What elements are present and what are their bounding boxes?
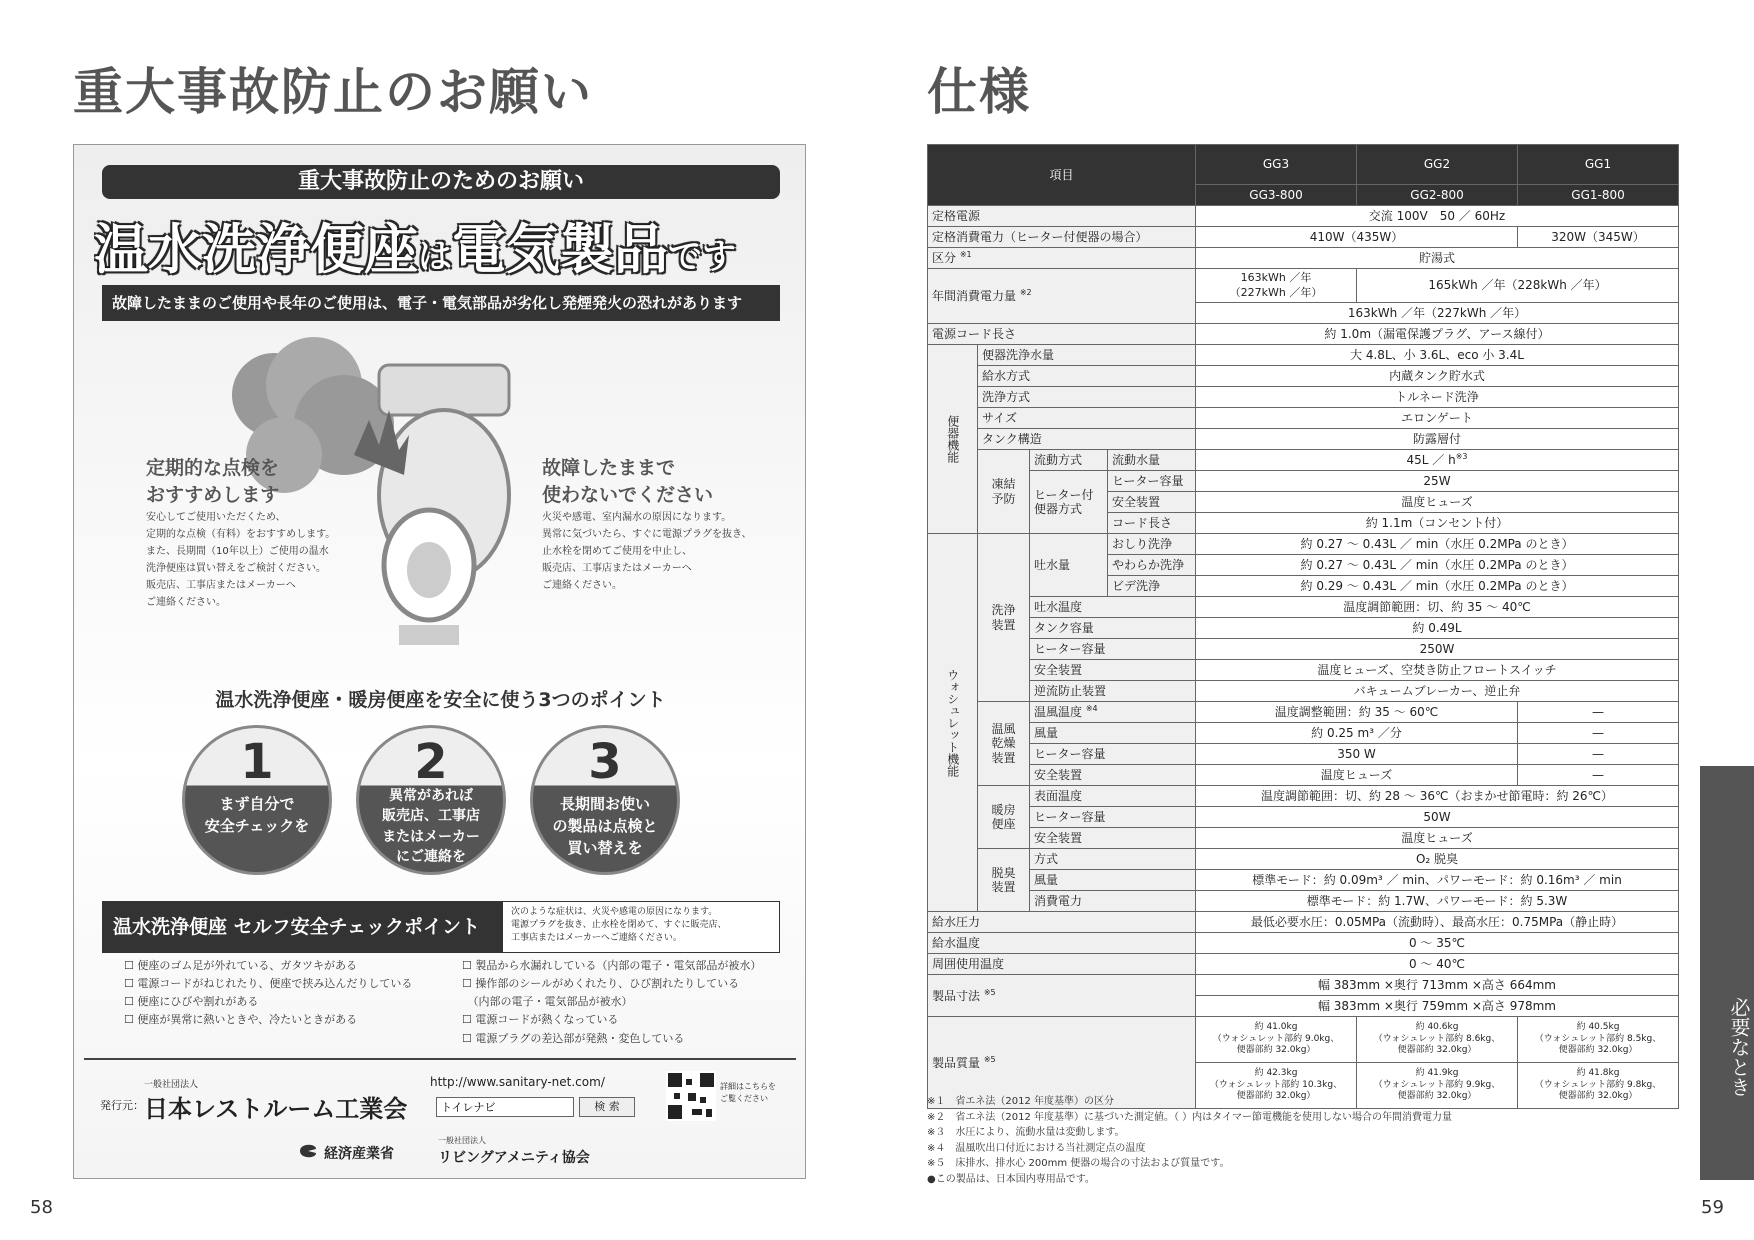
row-value: 標準モード：約 1.7W、パワーモード：約 5.3W: [1196, 891, 1679, 912]
row-label: ヒーター容量: [1108, 471, 1196, 492]
model-gg2-800: GG2-800: [1357, 185, 1518, 206]
table-header-row: [928, 145, 1679, 185]
row-value: 温度調節範囲：切、約 28 〜 36℃（おまかせ節電時：約 26℃）: [1196, 786, 1679, 807]
row-label: 風量: [1030, 870, 1196, 891]
row-label-text: 年間消費電力量: [932, 289, 1017, 304]
row-label: 風量: [1030, 723, 1196, 744]
row-value: 最低必要水圧：0.05MPa（流動時）、最高水圧：0.75MPa（静止時）: [1196, 912, 1679, 933]
table-row: [928, 387, 1679, 408]
row-label: 周囲使用温度: [928, 954, 1196, 975]
model-gg1-800: GG1-800: [1518, 185, 1679, 206]
row-value: 約 1.1m（コンセント付）: [1196, 513, 1679, 534]
row-value: 約 0.27 〜 0.43L ／ min（水圧 0.2MPa のとき）: [1196, 555, 1679, 576]
table-row: [928, 597, 1679, 618]
row-value: 内蔵タンク貯水式: [1196, 366, 1679, 387]
row-label-text: 製品質量: [932, 1055, 981, 1070]
row-value: 約 0.25 m³ ／分: [1196, 723, 1518, 744]
row-value: 貯湯式: [1196, 248, 1679, 269]
row-value-gg1: —: [1518, 723, 1679, 744]
issuer-label: 発行元：: [100, 1099, 144, 1112]
point-circle-3: [530, 725, 680, 875]
row-value-gg1: —: [1518, 765, 1679, 786]
table-row: [928, 324, 1679, 345]
row-label-text: 区分: [932, 251, 957, 266]
row-value: 約 0.27 〜 0.43L ／ min（水圧 0.2MPa のとき）: [1196, 534, 1679, 555]
table-row: [928, 702, 1679, 723]
group-label-deodorize: 脱臭 装置: [978, 849, 1030, 912]
row-label: 洗浄方式: [978, 387, 1196, 408]
model-gg3: GG3: [1196, 145, 1357, 185]
point-text: 長期間お使い の製品は点検と 買い替えを: [552, 795, 658, 857]
row-label: 流動水量: [1108, 450, 1196, 471]
row-value: 410W（435W）: [1196, 227, 1518, 248]
check-item: ☐ 電源プラグの差込部が発熱・変色している: [462, 1031, 685, 1045]
headline-part-c: 電気製品: [452, 218, 668, 281]
poster-footer: [84, 1058, 796, 1060]
table-row: [928, 933, 1679, 954]
row-value: 165kWh ／年（228kWh ／年）: [1357, 269, 1679, 303]
footnote-mark: ※5: [983, 987, 996, 997]
row-value: バキュームブレーカー、逆止弁: [1196, 681, 1679, 702]
row-label: 方式: [1030, 849, 1196, 870]
row-label-text: 温風温度: [1034, 705, 1083, 720]
warning-bar: 故障したままのご使用や長年のご使用は、電子・電気部品が劣化し発煙発火の恐れがあります: [102, 285, 780, 321]
table-row: [928, 954, 1679, 975]
page-title-right: 仕様: [927, 63, 1031, 121]
row-value: 幅 383mm ×奥行 759mm ×高さ 978mm: [1196, 996, 1679, 1017]
check-item: ☐ 電源コードが熱くなっている: [462, 1013, 619, 1027]
row-label: ビデ洗浄: [1108, 576, 1196, 597]
footnote: ※５ 床排水、排水心 200mm 便器の場合の寸法および質量です。: [927, 1158, 1230, 1169]
check-item: ☐ 操作部のシールがめくれたり、ひび割れたりしている: [462, 977, 740, 991]
check-note: 次のような症状は、火災や感電の原因になります。 電源プラグを抜き、止水栓を閉めて、すぐに販売店、 工事店またはメーカーへご連絡ください。: [511, 907, 727, 944]
footnotes: [927, 1094, 1452, 1187]
row-label: 給水温度: [928, 933, 1196, 954]
safety-poster: [73, 144, 806, 1179]
row-label: ヒーター付 便器方式: [1030, 471, 1108, 534]
table-row: [928, 786, 1679, 807]
check-item: ☐ 便座が異常に熱いときや、冷たいときがある: [124, 1013, 358, 1027]
check-item: （内部の電子・電気部品が被水）: [462, 995, 633, 1009]
row-label: 定格消費電力（ヒーター付便器の場合）: [928, 227, 1196, 248]
points-title: 温水洗浄便座・暖房便座を安全に使う3つのポイント: [215, 689, 666, 711]
row-value: 温度ヒューズ: [1196, 492, 1679, 513]
check-title: 温水洗浄便座 セルフ安全チェックポイント: [103, 902, 503, 952]
row-value: 温度ヒューズ: [1196, 828, 1679, 849]
table-row: [928, 744, 1679, 765]
point-text: 異常があれば 販売店、工事店 またはメーカー にご連絡を: [382, 788, 480, 865]
check-list-right: [462, 957, 761, 1048]
model-gg3-800: GG3-800: [1196, 185, 1357, 206]
section-tab: 必要なとき: [1700, 766, 1754, 1180]
search-button[interactable]: 検 索: [579, 1097, 635, 1117]
row-label: 吐水量: [1030, 534, 1108, 597]
row-value: 標準モード：約 0.09m³ ／ min、パワーモード：約 0.16m³ ／ min: [1196, 870, 1679, 891]
row-label: [928, 248, 1196, 269]
row-value: 25W: [1196, 471, 1679, 492]
meti-name: 経済産業省: [324, 1146, 394, 1162]
row-label: 給水方式: [978, 366, 1196, 387]
table-row: [928, 681, 1679, 702]
table-row: [928, 471, 1679, 492]
headline-part-b: は: [418, 237, 452, 277]
row-value-text: 45L ／ h: [1406, 453, 1456, 468]
living-small: 一般社団法人: [438, 1136, 486, 1145]
row-value-gg1: —: [1518, 744, 1679, 765]
row-value: 大 4.8L、小 3.6L、eco 小 3.4L: [1196, 345, 1679, 366]
toilet-tank: [379, 365, 509, 415]
point-text: まず自分で 安全チェックを: [204, 795, 310, 835]
row-value: トルネード洗浄: [1196, 387, 1679, 408]
left-heading: 定期的な点検を おすすめします: [146, 457, 280, 506]
page-number-right: 59: [1701, 1197, 1724, 1218]
issuer-name: 日本レストルーム工業会: [144, 1095, 408, 1123]
mass-gg1-800: 約 41.8kg （ウォシュレット部約 9.8kg、 便器部約 32.0kg）: [1518, 1063, 1679, 1109]
qr-code-icon[interactable]: [666, 1071, 716, 1121]
check-item: ☐ 便座にひびや割れがある: [124, 995, 259, 1009]
header-item: 項目: [928, 145, 1196, 206]
row-value: 0 〜 35℃: [1196, 933, 1679, 954]
table-row: [928, 870, 1679, 891]
mass-gg2-800: 約 41.9kg （ウォシュレット部約 9.9kg、 便器部約 32.0kg）: [1357, 1063, 1518, 1109]
table-row: [928, 227, 1679, 248]
row-label: おしり洗浄: [1108, 534, 1196, 555]
meti-logo-icon: [296, 1139, 320, 1163]
toilet-bowl: [407, 542, 451, 598]
table-row: [928, 765, 1679, 786]
page-title-left: 重大事故防止のお願い: [73, 63, 593, 121]
group-label-washlet: ウォシュレット機能: [928, 534, 978, 912]
point-circle-1: [182, 725, 332, 875]
row-value: [1196, 450, 1679, 471]
mass-gg1: 約 40.5kg （ウォシュレット部約 8.5kg、 便器部約 32.0kg）: [1518, 1017, 1679, 1063]
check-item: ☐ 電源コードがねじれたり、便座で挟み込んだりしている: [124, 977, 413, 991]
table-row: [928, 269, 1679, 303]
row-label: 安全装置: [1030, 765, 1196, 786]
model-gg1: GG1: [1518, 145, 1679, 185]
table-row: [928, 534, 1679, 555]
page-number-left: 58: [30, 1197, 53, 1218]
row-label: 安全装置: [1108, 492, 1196, 513]
row-label: 流動方式: [1030, 450, 1108, 471]
row-value: 幅 383mm ×奥行 713mm ×高さ 664mm: [1196, 975, 1679, 996]
table-row: [928, 1017, 1679, 1063]
table-row: [928, 450, 1679, 471]
row-value: O₂ 脱臭: [1196, 849, 1679, 870]
point-number: 1: [240, 734, 274, 790]
row-label: 安全装置: [1030, 660, 1196, 681]
point-number: 3: [588, 734, 622, 790]
group-label-toilet: 便器機能: [928, 345, 978, 534]
row-label: タンク容量: [1030, 618, 1196, 639]
point-circle-2: [356, 725, 506, 875]
table-row: [928, 408, 1679, 429]
table-row: [928, 912, 1679, 933]
check-list-left: [124, 957, 412, 1030]
toilet-base: [399, 625, 459, 645]
right-heading: 故障したままで 使わないでください: [542, 457, 714, 506]
headline-part-a: 温水洗浄便座: [94, 218, 418, 281]
row-label: 定格電源: [928, 206, 1196, 227]
row-label: サイズ: [978, 408, 1196, 429]
row-label: ヒーター容量: [1030, 639, 1196, 660]
row-value: 温度ヒューズ: [1196, 765, 1518, 786]
row-value: 約 1.0m（漏電保護プラグ、アース線付）: [1196, 324, 1679, 345]
row-label: 給水圧力: [928, 912, 1196, 933]
row-value: 163kWh ／年（227kWh ／年）: [1196, 303, 1679, 324]
row-label: やわらか洗浄: [1108, 555, 1196, 576]
poster-headline: [94, 207, 794, 284]
row-label: [928, 269, 1196, 324]
qr-caption: 詳細はこちらを ご覧ください: [720, 1082, 776, 1103]
issuer-small: 一般社団法人: [144, 1080, 199, 1090]
mass-gg3: 約 41.0kg （ウォシュレット部約 9.0kg、 便器部約 32.0kg）: [1196, 1017, 1357, 1063]
row-value: 温度ヒューズ、空焚き防止フロートスイッチ: [1196, 660, 1679, 681]
right-text: 火災や感電、室内漏水の原因になります。 異常に気づいたら、すぐに電源プラグを抜き、 止水栓を閉めてご使用を中止し、 販売店、工事店またはメーカーへ ご連絡ください。: [542, 512, 752, 591]
row-label: 逆流防止装置: [1030, 681, 1196, 702]
check-item: ☐ 便座のゴム足が外れている、ガタツキがある: [124, 959, 358, 972]
table-row: [928, 975, 1679, 996]
check-item: ☐ 製品から水漏れしている（内部の電子・電気部品が被水）: [462, 959, 762, 972]
table-row: [928, 345, 1679, 366]
living-name: リビングアメニティ協会: [438, 1150, 590, 1166]
row-value: 防露層付: [1196, 429, 1679, 450]
footnote: ※３ 水圧により、流動水量は変動します。: [927, 1127, 1125, 1138]
row-label: [928, 975, 1196, 1017]
row-value: 0 〜 40℃: [1196, 954, 1679, 975]
table-row: [928, 723, 1679, 744]
row-label: タンク構造: [978, 429, 1196, 450]
point-number: 2: [414, 734, 448, 790]
table-row: [928, 206, 1679, 227]
issuer-url[interactable]: http://www.sanitary-net.com/: [430, 1075, 605, 1089]
row-label: コード長さ: [1108, 513, 1196, 534]
row-value: 温度調整範囲：約 35 〜 60℃: [1196, 702, 1518, 723]
row-value: 交流 100V 50 ／ 60Hz: [1196, 206, 1679, 227]
table-row: [928, 429, 1679, 450]
row-label-text: 製品寸法: [932, 988, 981, 1003]
row-value: 163kWh ／年 （227kWh ／年）: [1196, 269, 1357, 303]
model-gg2: GG2: [1357, 145, 1518, 185]
table-row: [928, 366, 1679, 387]
footnote: ※４ 温風吹出口付近における当社測定点の温度: [927, 1142, 1146, 1154]
row-value: 350 W: [1196, 744, 1518, 765]
footnote: ※１ 省エネ法（2012 年度基準）の区分: [927, 1096, 1115, 1107]
group-label-dry: 温風 乾燥 装置: [978, 702, 1030, 786]
group-label-heat: 暖房 便座: [978, 786, 1030, 849]
footnote-mark: ※1: [959, 250, 972, 260]
table-row: [928, 828, 1679, 849]
row-value: 250W: [1196, 639, 1679, 660]
table-row: [928, 639, 1679, 660]
row-label: 吐水温度: [1030, 597, 1196, 618]
table-row: [928, 807, 1679, 828]
row-label: 表面温度: [1030, 786, 1196, 807]
row-label: [1030, 702, 1196, 723]
search-input[interactable]: [436, 1097, 574, 1117]
row-value: エロンゲート: [1196, 408, 1679, 429]
footnote-mark: ※2: [1019, 288, 1032, 298]
mass-gg2: 約 40.6kg （ウォシュレット部約 8.6kg、 便器部約 32.0kg）: [1357, 1017, 1518, 1063]
mass-gg3-800: 約 42.3kg （ウォシュレット部約 10.3kg、 便器部約 32.0kg）: [1196, 1063, 1357, 1109]
table-row: [928, 248, 1679, 269]
group-label-freeze: 凍結 予防: [978, 450, 1030, 534]
row-label: 電源コード長さ: [928, 324, 1196, 345]
footnote: ●この製品は、日本国内専用品です。: [927, 1173, 1095, 1185]
row-value: 約 0.29 〜 0.43L ／ min（水圧 0.2MPa のとき）: [1196, 576, 1679, 597]
row-label: 安全装置: [1030, 828, 1196, 849]
table-row: [928, 660, 1679, 681]
headline-part-d: です: [668, 237, 736, 277]
row-label: ヒーター容量: [1030, 807, 1196, 828]
footnote-mark: ※5: [983, 1054, 996, 1064]
check-bar: [102, 901, 780, 953]
row-value: 温度調節範囲：切、約 35 〜 40℃: [1196, 597, 1679, 618]
row-value: 320W（345W）: [1518, 227, 1679, 248]
row-value: 約 0.49L: [1196, 618, 1679, 639]
group-label-wash: 洗浄 装置: [978, 534, 1030, 702]
poster-banner: 重大事故防止のためのお願い: [102, 165, 780, 199]
footnote: ※２ 省エネ法（2012 年度基準）に基づいた測定値。（ ）内はタイマー節電機能を使用しない場合の年間消費電力量: [927, 1111, 1452, 1123]
row-value: 50W: [1196, 807, 1679, 828]
spec-table: [927, 144, 1679, 1109]
row-label: 便器洗浄水量: [978, 345, 1196, 366]
table-row: [928, 849, 1679, 870]
left-text: 安心してご使用いただくため、 定期的な点検（有料）をおすすめします。 また、長期間（10年以上）ご使用の温水 洗浄便座は買い替えをご検討ください。 販売店、工事店またはメーカーへ ご連絡ください。: [146, 512, 336, 608]
table-row: [928, 618, 1679, 639]
footnote-mark: ※3: [1455, 452, 1468, 462]
row-value-gg1: —: [1518, 702, 1679, 723]
row-label: ヒーター容量: [1030, 744, 1196, 765]
footnote-mark: ※4: [1085, 704, 1098, 714]
row-label: 消費電力: [1030, 891, 1196, 912]
table-row: [928, 891, 1679, 912]
